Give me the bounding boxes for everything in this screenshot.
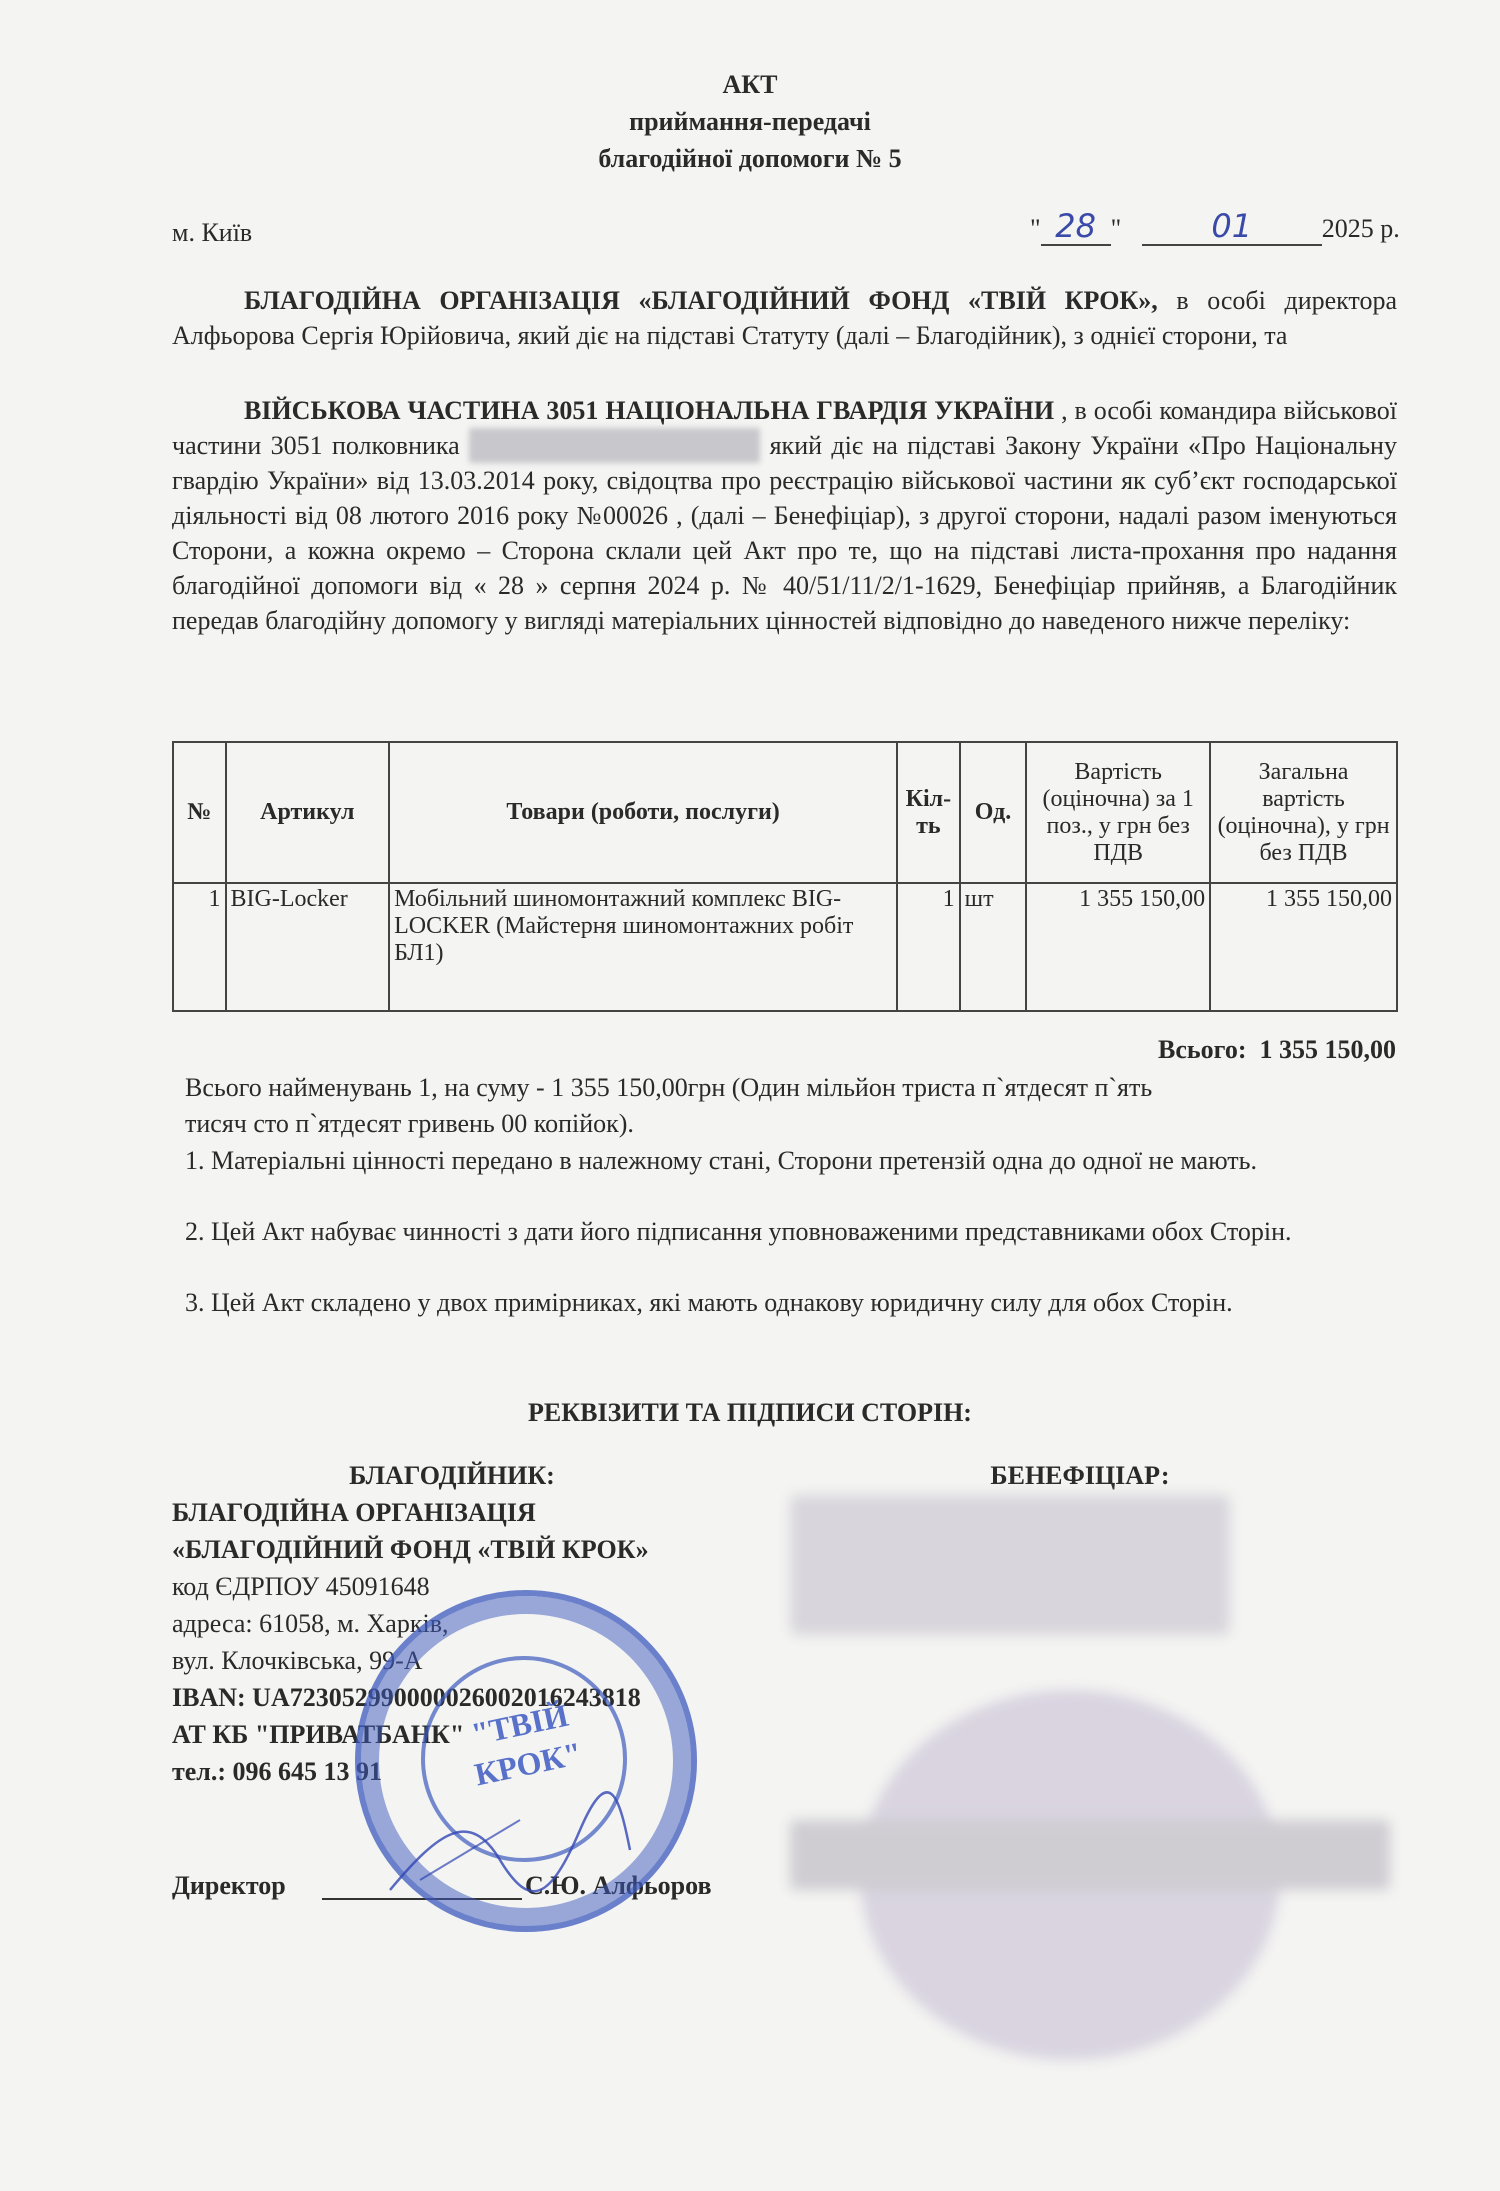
doc-subtitle-1: приймання-передачі <box>629 107 871 136</box>
redacted-beneficiary-details <box>790 1495 1230 1635</box>
table-header: № <box>173 742 226 883</box>
summary-line-2: тисяч сто п`ятдесят гривень 00 копійок). <box>185 1109 634 1138</box>
director-label: Директор <box>172 1871 286 1900</box>
donor-address-2: вул. Клочківська, 99-А <box>172 1646 423 1675</box>
doc-title: АКТ <box>722 70 778 99</box>
date-month: 01 <box>1142 208 1322 246</box>
table-header: Загальна вартість (оціночна), у грн без ПДВ <box>1210 742 1397 883</box>
table-cell: 1 355 150,00 <box>1026 883 1210 1011</box>
donor-bank: АТ КБ "ПРИВАТБАНК" <box>172 1720 465 1749</box>
table-cell: Мобільний шиномонтажний комплекс BIG-LOCKER (Майстерня шиномонтажних робіт БЛ1) <box>389 883 897 1011</box>
donor-heading: БЛАГОДІЙНИК: <box>349 1461 555 1490</box>
donor-org-name: БЛАГОДІЙНА ОРГАНІЗАЦІЯ «БЛАГОДІЙНИЙ ФОНД «ТВІЙ КРОК», <box>244 286 1158 315</box>
donor-seal: "ТВІЙ КРОК" <box>355 1590 697 1932</box>
table-header-row <box>173 742 1397 883</box>
table-header: Кіл-ть <box>897 742 960 883</box>
table-cell: 1 <box>897 883 960 1011</box>
table-cell: 1 <box>173 883 226 1011</box>
date-day: 28 <box>1041 208 1111 246</box>
date: " 28 " 01 2025 р. <box>1030 207 1400 245</box>
date-year: 2025 р. <box>1321 214 1400 243</box>
place: м. Київ <box>172 218 253 247</box>
beneficiary-heading: БЕНЕФІЦІАР: <box>990 1461 1170 1490</box>
table-header: Вартість (оціночна) за 1 поз., у грн без ПДВ <box>1026 742 1210 883</box>
redacted-name <box>469 428 760 463</box>
table-cell: 1 355 150,00 <box>1210 883 1397 1011</box>
donor-iban: IBAN: UA723052990000026002016243818 <box>172 1683 641 1712</box>
intro-paragraph-2: ВІЙСЬКОВА ЧАСТИНА 3051 НАЦІОНАЛЬНА ГВАРДІЯ УКРАЇНИ , в особі командира військової частини 3051 полковника який діє на підставі Закону України «Про Національну гвардію України» від 13.03.2014 року, свідоцтва про реєстрацію військової частини як суб’єкт господарської діяльності від 08 лютого 2016 року №00026 , (далі – Бенефіціар), з другої сторони, надалі разом іменуються Сторони, а кожна окремо – Сторона склали цей Акт про те, що на підставі листа-прохання про надання благодійної допомоги від « 28 » серпня 2024 р. № 40/51/11/2/1-1629, Бенефіціар прийняв, а Благодійник передав благодійну допомогу у вигляді матеріальних цінностей відповідно до наведеного нижче переліку: <box>172 396 1398 635</box>
requisites-title: РЕКВІЗИТИ ТА ПІДПИСИ СТОРІН: <box>528 1398 972 1427</box>
clause-3: 3. Цей Акт складено у двох примірниках, які мають однакову юридичну силу для обох Сторін. <box>185 1288 1233 1317</box>
table-cell: BIG-Locker <box>226 883 390 1011</box>
donor-address-1: адреса: 61058, м. Харків, <box>172 1609 449 1638</box>
total: Всього: 1 355 150,00 <box>1158 1035 1396 1064</box>
director-name: С.Ю. Алфьоров <box>525 1871 712 1900</box>
donor-name-1: БЛАГОДІЙНА ОРГАНІЗАЦІЯ <box>172 1498 536 1527</box>
beneficiary-org-name: ВІЙСЬКОВА ЧАСТИНА 3051 НАЦІОНАЛЬНА ГВАРДІЯ УКРАЇНИ <box>244 396 1055 425</box>
table-row <box>173 883 1397 1011</box>
table-cell: шт <box>960 883 1027 1011</box>
redacted-beneficiary-signature <box>790 1820 1390 1890</box>
intro-paragraph-1: БЛАГОДІЙНА ОРГАНІЗАЦІЯ «БЛАГОДІЙНИЙ ФОНД «ТВІЙ КРОК», в особі директора Алфьорова Сергія Юрійовича, який діє на підставі Статуту (далі – Благодійник), з однієї сторони, та <box>172 286 1397 350</box>
donor-phone: тел.: 096 645 13 91 <box>172 1757 383 1786</box>
clause-2: 2. Цей Акт набуває чинності з дати його підписання уповноваженими представниками обох Сторін. <box>185 1217 1292 1246</box>
doc-subtitle-2: благодійної допомоги № 5 <box>598 144 902 173</box>
donor-name-2: «БЛАГОДІЙНИЙ ФОНД «ТВІЙ КРОК» <box>172 1535 649 1564</box>
summary-line-1: Всього найменувань 1, на суму - 1 355 150,00грн (Один мільйон триста п`ятдесят п`ять <box>185 1073 1153 1102</box>
signature <box>380 1790 640 1910</box>
table-header: Товари (роботи, послуги) <box>389 742 897 883</box>
table-header: Артикул <box>226 742 390 883</box>
donor-edrpou: код ЄДРПОУ 45091648 <box>172 1572 430 1601</box>
table-header: Од. <box>960 742 1027 883</box>
clause-1: 1. Матеріальні цінності передано в належному стані, Сторони претензій одна до одної не мають. <box>185 1146 1258 1175</box>
goods-table <box>172 741 1398 1012</box>
